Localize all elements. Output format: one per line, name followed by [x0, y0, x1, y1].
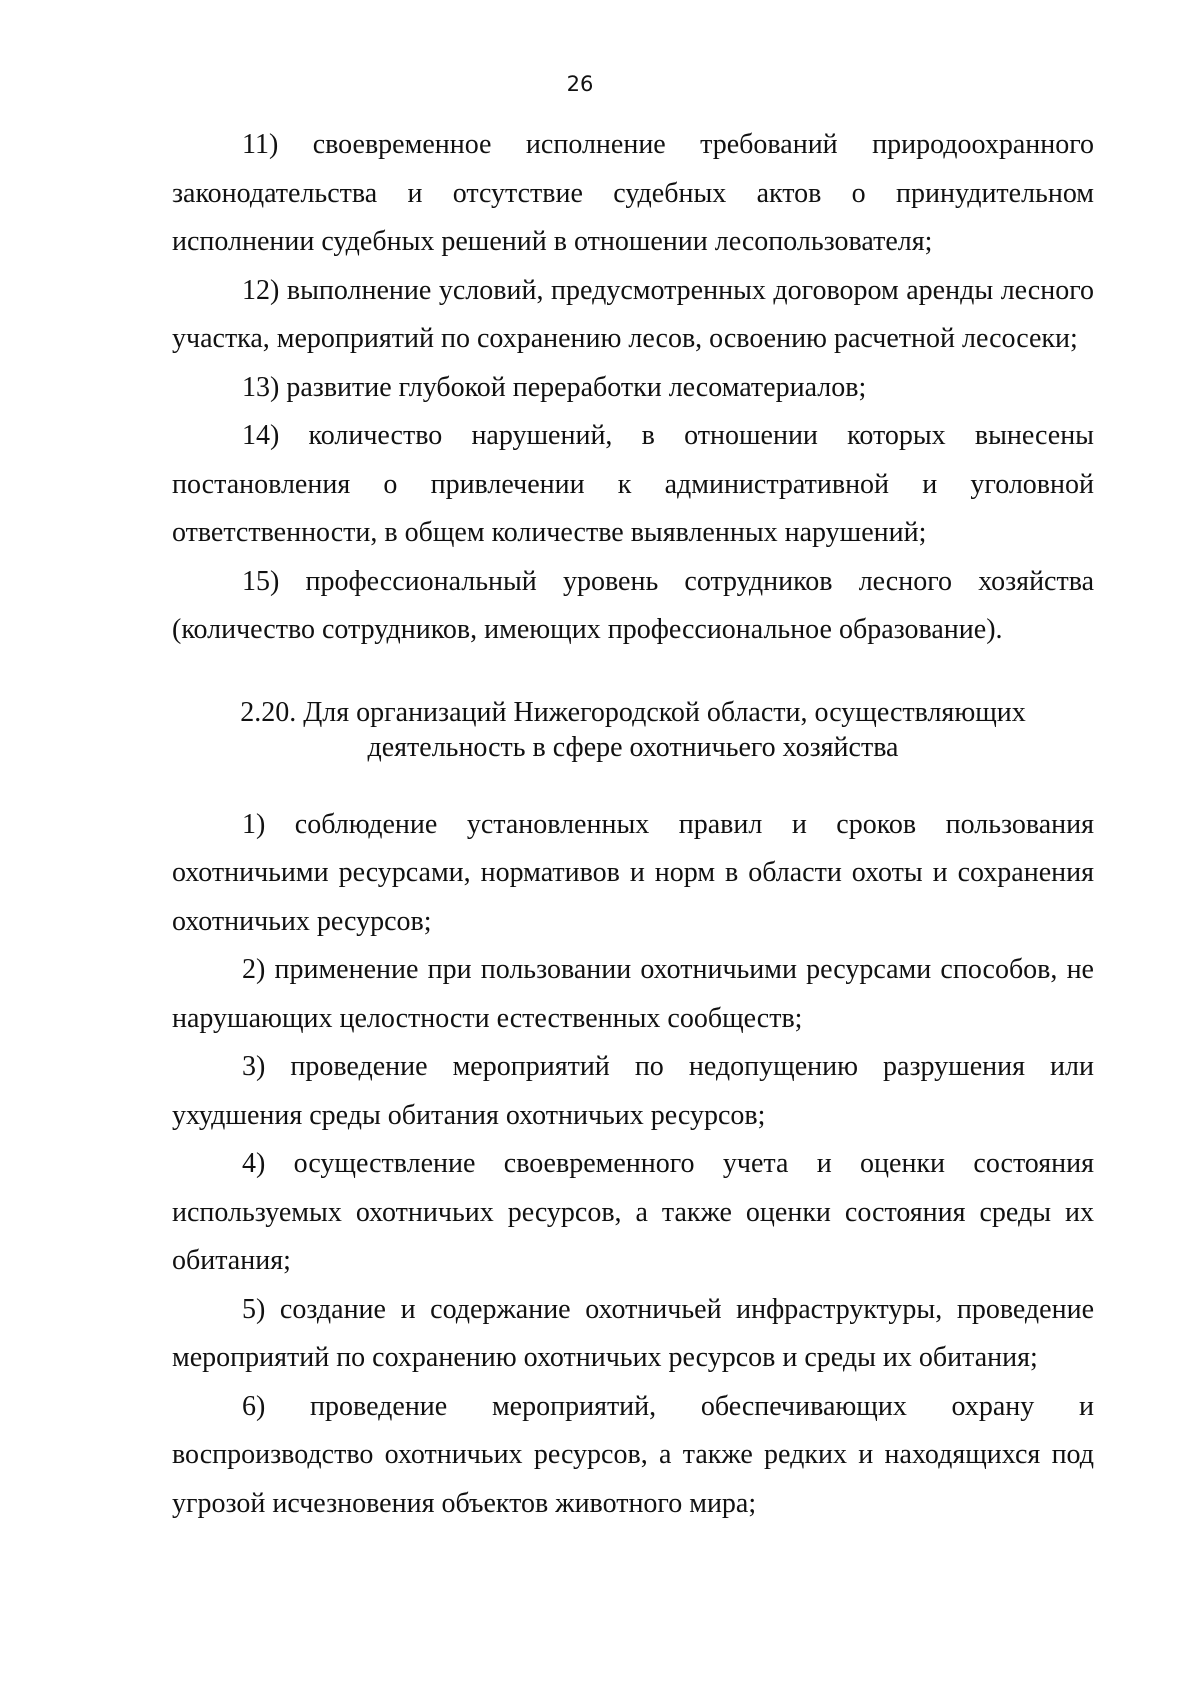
list-item: 14) количество нарушений, в отношении которых вынесены постановления о привлечении к административной и уголовной ответственности, в общем количестве выявленных нарушений; [172, 420, 1094, 548]
list-item: 12) выполнение условий, предусмотренных договором аренды лесного участка, мероприятий по сохранению лесов, освоению расчетной лесосеки; [172, 274, 1094, 354]
list-item: 15) профессиональный уровень сотрудников лесного хозяйства (количество сотрудников, имеющих профессиональное образование). [172, 565, 1094, 645]
list-item: 5) создание и содержание охотничьей инфраструктуры, проведение мероприятий по сохранению охотничьих ресурсов и среды их обитания; [172, 1293, 1094, 1373]
list-item: 2) применение при пользовании охотничьими ресурсами способов, не нарушающих целостности естественных сообществ; [172, 954, 1094, 1034]
list-item: 13) развитие глубокой переработки лесоматериалов; [242, 371, 867, 403]
section-heading-line: 2.20. Для организаций Нижегородской области, осуществляющих [240, 696, 1026, 728]
section-heading-line: деятельность в сфере охотничьего хозяйства [367, 731, 899, 763]
list-item: 3) проведение мероприятий по недопущению разрушения или ухудшения среды обитания охотничьих ресурсов; [172, 1051, 1094, 1131]
list-item: 1) соблюдение установленных правил и сроков пользования охотничьими ресурсами, нормативов и норм в области охоты и сохранения охотничьих ресурсов; [172, 808, 1094, 937]
section-heading [172, 695, 1094, 765]
list-item: 6) проведение мероприятий, обеспечивающих охрану и воспроизводство охотничьих ресурсов, а также редких и находящихся под угрозой исчезновения объектов животного мира; [172, 1390, 1094, 1519]
document-body [172, 121, 1094, 1528]
list-item: 11) своевременное исполнение требований природоохранного законодательства и отсутствие судебных актов о принудительном исполнении судебных решений в отношении лесопользователя; [172, 129, 1094, 257]
list-item: 4) осуществление своевременного учета и оценки состояния используемых охотничьих ресурсов, а также оценки состояния среды их обитания; [172, 1148, 1094, 1276]
page-number: 26 [566, 72, 594, 96]
